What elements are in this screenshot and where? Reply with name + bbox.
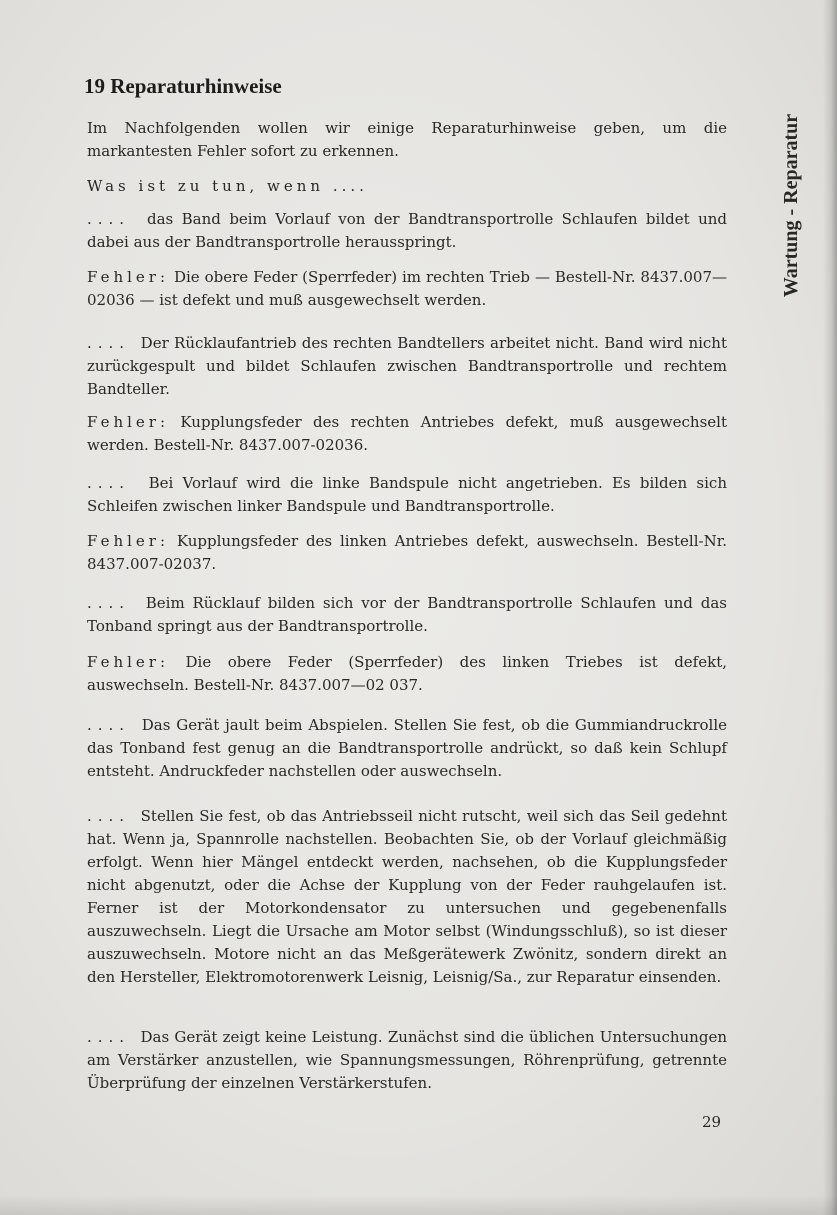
symptom-text: Beim Rücklauf bilden sich vor der Bandtransportrolle Schlaufen und das Tonband springt aus der Bandtransportrolle. — [87, 594, 727, 635]
lead-line — [87, 175, 727, 198]
paragraph-text: Das Gerät zeigt keine Leistung. Zunächst sind die üblichen Untersuchungen am Verstärker anzustellen, wie Spannungsmessungen, Röhrenprüfung, getrennte Überprüfung der einzelnen Verstärkerstufen. — [87, 1028, 727, 1092]
ellipsis: .... — [87, 210, 131, 228]
page-number: 29 — [702, 1113, 722, 1131]
fault-label: Fehler: — [87, 268, 170, 286]
symptom-text: Der Rücklaufantrieb des rechten Bandtellers arbeitet nicht. Band wird nicht zurückgespult und bildet Schlaufen zwischen Bandtransportrolle und rechtem Bandteller. — [87, 334, 727, 398]
ellipsis: .... — [87, 807, 131, 825]
paragraph-text: Stellen Sie fest, ob das Antriebsseil nicht rutscht, weil sich das Seil gedehnt hat. Wenn ja, Spannrolle nachstellen. Beobachten Sie, ob der Vorlauf gleichmäßig erfolgt. Wenn hier Mängel entdeckt werden, nachsehen, ob die Kupplungsfeder nicht abgenutzt, oder die Achse der Kupplung von der Feder rauhgelaufen ist. Ferner ist der Motorkondensator zu untersuchen und gegebenenfalls auszuwechseln. Liegt die Ursache am Motor selbst (Windungsschluß), so ist dieser auszuwechseln. Motore nicht an das Meßgerätewerk Zwönitz, sondern direkt an den Hersteller, Elektromotorenwerk Leisnig, Leisnig/Sa., zur Reparatur einsenden. — [87, 807, 727, 986]
ellipsis: .... — [87, 334, 131, 352]
case-4-symptom — [87, 592, 727, 638]
case-3-symptom — [87, 472, 727, 518]
fault-text: Die obere Feder (Sperrfeder) im rechten Trieb — Bestell-Nr. 8437.007—02036 — ist defekt und muß ausgewechselt werden. — [87, 268, 727, 309]
fault-label: Fehler: — [87, 653, 170, 671]
intro-text: Im Nachfolgenden wollen wir einige Reparaturhinweise geben, um die markantesten Fehler sofort zu erkennen. — [87, 119, 727, 160]
fault-label: Fehler: — [87, 532, 170, 550]
ellipsis: .... — [87, 716, 131, 734]
fault-text: Kupplungsfeder des linken Antriebes defekt, auswechseln. Bestell-Nr. 8437.007-02037. — [87, 532, 727, 573]
case-4-fault — [87, 651, 727, 697]
side-thumb-label-text: Wartung - Reparatur — [780, 113, 803, 297]
case-2-fault — [87, 411, 727, 457]
fault-text: Die obere Feder (Sperrfeder) des linken Triebes ist defekt, auswechseln. Bestell-Nr. 8437.007—02 037. — [87, 653, 727, 694]
side-thumb-label — [752, 80, 832, 330]
intro-paragraph — [87, 117, 727, 163]
case-1-fault — [87, 266, 727, 312]
ellipsis: .... — [87, 594, 131, 612]
case-2-symptom — [87, 332, 727, 401]
page-bottom-shadow — [0, 1195, 837, 1215]
ellipsis: .... — [87, 1028, 131, 1046]
fault-label: Fehler: — [87, 413, 170, 431]
fault-text: Kupplungsfeder des rechten Antriebes defekt, muß ausgewechselt werden. Bestell-Nr. 8437.007-02036. — [87, 413, 727, 454]
symptom-text: Bei Vorlauf wird die linke Bandspule nicht angetrieben. Es bilden sich Schleifen zwischen linker Bandspule und Bandtransportrolle. — [87, 474, 727, 515]
paragraph-jaulen — [87, 714, 727, 783]
paragraph-leistung — [87, 1026, 727, 1095]
section-heading: 19 Reparaturhinweise — [84, 74, 282, 98]
lead-text: Was ist zu tun, wenn .... — [87, 177, 368, 195]
symptom-text: das Band beim Vorlauf von der Bandtransportrolle Schlaufen bildet und dabei aus der Bandtransportrolle herausspringt. — [87, 210, 727, 251]
case-1-symptom — [87, 208, 727, 254]
paragraph-text: Das Gerät jault beim Abspielen. Stellen Sie fest, ob die Gummiandruckrolle das Tonband fest genug an die Bandtransportrolle andrückt, so daß kein Schlupf entsteht. Andruckfeder nachstellen oder auswechseln. — [87, 716, 727, 780]
case-3-fault — [87, 530, 727, 576]
paragraph-antriebsseil — [87, 805, 727, 989]
ellipsis: .... — [87, 474, 131, 492]
